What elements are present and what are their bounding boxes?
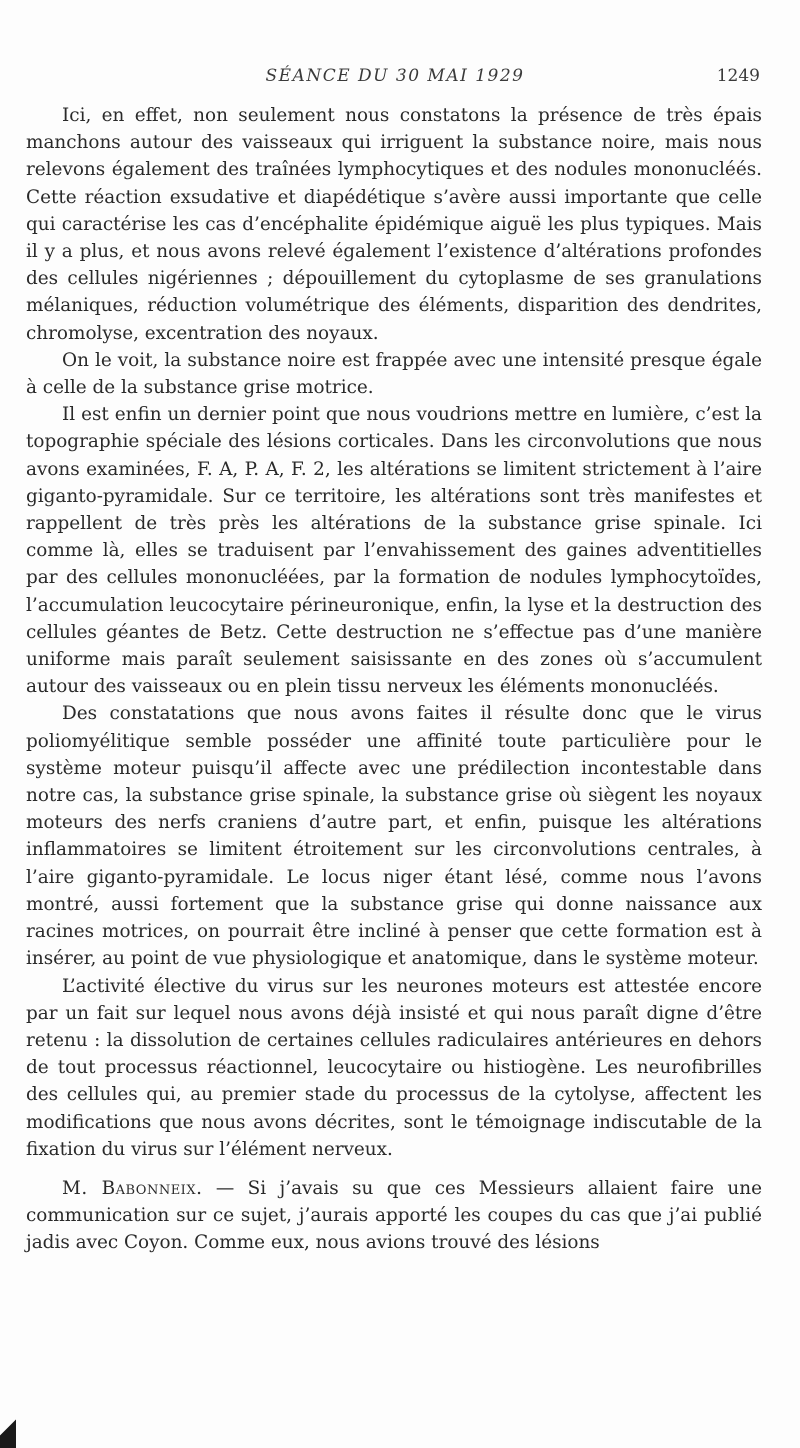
speaker-name: M. Babonneix. bbox=[62, 1177, 203, 1199]
paragraph: Ici, en effet, non seulement nous constatons la présence de très épais manchons autour des vaisseaux qui irriguent la substance noire, mais nous relevons également des traînées lymphocytiques et des nodules mononucléés. Cette réaction exsudative et diapédétique s’avère aussi importante que celle qui caractérise les cas d’encéphalite épidémique aiguë les plus typiques. Mais il y a plus, et nous avons relevé également l’existence d’altérations profondes des cellules nigériennes ; dépouillement du cytoplasme de ses granulations mélaniques, réduction volumétrique des éléments, disparition des dendrites, chromolyse, excentration des noyaux. bbox=[26, 105, 762, 344]
discussion-paragraph bbox=[26, 1175, 762, 1257]
discussion-text: — Si j’avais su que ces Messieurs allaient faire une communication sur ce sujet, j’aurais apporté les coupes du cas que j’ai publié jadis avec Coyon. Comme eux, nous avions trouvé des lésions bbox=[26, 1177, 762, 1254]
paragraph: Des constatations que nous avons faites il résulte donc que le virus poliomyélitique semble posséder une affinité toute particulière pour le système moteur puisqu’il affecte avec une prédilection incontestable dans notre cas, la substance grise spinale, la substance grise où siègent les noyaux moteurs des nerfs craniens d’autre part, et enfin, puisque les altérations inflammatoires se limitent étroitement sur les circonvolutions centrales, à l’aire giganto-pyramidale. Le locus niger étant lésé, comme nous l’avons montré, aussi fortement que la substance grise qui donne naissance aux racines motrices, on pourrait être incliné à penser que cette formation est à insérer, au point de vue physiologique et anatomique, dans le système moteur. bbox=[26, 703, 762, 970]
paragraph: L’activité élective du virus sur les neurones moteurs est attestée encore par un fait sur lequel nous avons déjà insisté et qui nous paraît digne d’être retenu : la dissolution de certaines cellules radiculaires antérieures en dehors de tout processus réactionnel, leucocytaire ou histiogène. Les neurofibrilles des cellules qui, au premier stade du processus de la cytolyse, affectent les modifications que nous avons décrites, sont le témoignage indiscutable de la fixation du virus sur l’élément nerveux. bbox=[26, 975, 762, 1160]
running-title: SÉANCE DU 30 MAI 1929 bbox=[265, 66, 525, 86]
scan-edge-mark bbox=[0, 1416, 16, 1448]
page-number: 1249 bbox=[716, 66, 760, 86]
paragraph: On le voit, la substance noire est frappée avec une intensité presque égale à celle de la substance grise motrice. bbox=[26, 349, 762, 399]
body-text bbox=[26, 102, 762, 1257]
paragraph: Il est enfin un dernier point que nous voudrions mettre en lumière, c’est la topographie spéciale des lésions corticales. Dans les circonvolutions que nous avons examinées, F. A, P. A, F. 2, les altérations se limitent strictement à l’aire giganto-pyramidale. Sur ce territoire, les altérations sont très manifestes et rappellent de très près les altérations de la substance grise spinale. Ici comme là, elles se traduisent par l’envahissement des gaines adventitielles par des cellules mononucléées, par la formation de nodules lymphocytoïdes, l’accumulation leucocytaire périneuronique, enfin, la lyse et la destruction des cellules géantes de Betz. Cette destruction ne s’effectue pas d’une manière uniforme mais paraît seulement saisissante en des zones où s’accumulent autour des vaisseaux ou en plein tissu nerveux les éléments mononucléés. bbox=[26, 404, 762, 698]
running-header bbox=[30, 66, 760, 90]
